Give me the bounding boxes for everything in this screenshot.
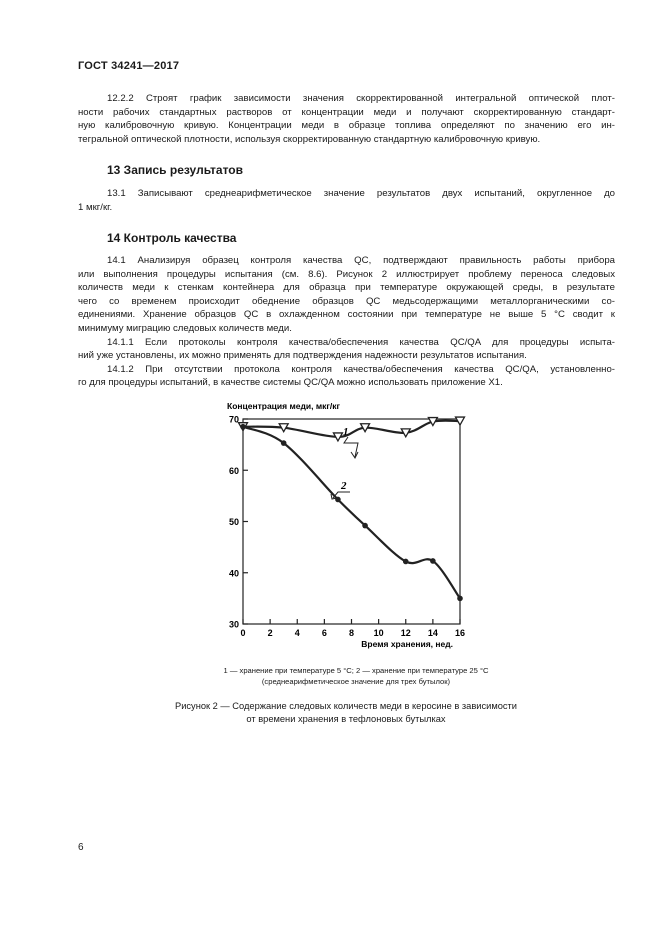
text-line: 14.1.1 Если протоколы контроля качества/обеспечения качества QC/QA для процедуры испыта- xyxy=(107,336,615,348)
series-2-point xyxy=(457,596,463,602)
y-tick-label: 70 xyxy=(228,414,239,425)
text-line: 14.1.2 При отсутствии протокола контроля качества/обеспечения качества QC/QA, установленно- xyxy=(107,363,615,375)
series-2-point xyxy=(362,523,368,529)
text-line: минимуму миграцию следовых количеств меди. xyxy=(78,322,292,334)
series-2-label: 2 xyxy=(341,480,347,492)
series-1-line xyxy=(243,421,460,437)
document-header: ГОСТ 34241—2017 xyxy=(78,60,180,72)
x-axis-label: Время хранения, нед. xyxy=(361,639,453,649)
text-line: 14.1 Анализируя образец контроля качества QC, подтверждают правильность работы прибора xyxy=(107,255,615,266)
text-line: тегральной оптической плотности, используя скорректированную стандартную калибровочную кривую. xyxy=(78,133,541,145)
x-tick-label: 2 xyxy=(267,628,273,638)
text-line: 1 мкг/кг. xyxy=(78,201,113,213)
figure-title-line: Рисунок 2 — Содержание следовых количеств меди в керосине в зависимости xyxy=(175,701,517,711)
text-line: го для процедуры испытаний, в качестве системы QC/QA можно использовать приложение Х1. xyxy=(78,377,503,389)
series-2-point xyxy=(430,558,436,564)
text-line: количеств меди к стенкам контейнера для образца при температуре окружающей среды, в результате xyxy=(78,282,615,294)
section-13-heading: 13 Запись результатов xyxy=(107,163,243,177)
text-line: ний уже установлены, их можно применять для подтверждения надежности результатов испытания. xyxy=(78,350,527,362)
series-group xyxy=(239,417,465,601)
text-line: ную калибровочную кривую. Концентрации меди в образце топлива определяют по значению его ин- xyxy=(78,120,615,132)
series-2-point xyxy=(281,440,287,446)
y-tick-label: 40 xyxy=(228,568,239,579)
x-tick-label: 12 xyxy=(400,628,411,638)
x-tick-label: 16 xyxy=(454,628,466,638)
y-tick-label: 60 xyxy=(228,465,239,476)
x-tick-label: 8 xyxy=(348,628,355,638)
series-1-arrowhead xyxy=(351,452,358,458)
series-2-point xyxy=(335,497,341,503)
legend-line: (среднеарифметическое значение для трех бутылок) xyxy=(261,677,451,686)
x-tick-label: 14 xyxy=(427,628,438,638)
y-tick-label: 50 xyxy=(228,517,239,527)
text-line: 13.1 Записывают среднеарифметическое значение результатов двух испытаний, округленное до xyxy=(107,188,615,199)
figure-title-line: от времени хранения в тефлоновых бутылках xyxy=(246,713,446,724)
y-axis-label: Концентрация меди, мкг/кг xyxy=(227,401,341,411)
x-tick-label: 6 xyxy=(321,628,327,638)
series-2-point xyxy=(240,424,246,430)
copper-concentration-chart xyxy=(205,395,495,650)
paragraph-14-1 xyxy=(78,254,615,390)
x-tick-label: 4 xyxy=(294,628,300,638)
page-number: 6 xyxy=(78,842,84,853)
y-tick-label: 30 xyxy=(228,619,239,630)
series-2-point xyxy=(403,559,409,565)
y-ticks xyxy=(229,415,248,630)
x-ticks xyxy=(240,619,465,638)
figure-legend xyxy=(150,665,562,687)
text-line: 12.2.2 Строят график зависимости значения скорректированной интегральной оптической плот- xyxy=(107,93,615,104)
plot-frame xyxy=(243,419,460,624)
x-tick-label: 10 xyxy=(373,628,384,638)
series-1-label: 1 xyxy=(343,426,349,438)
x-tick-label: 0 xyxy=(240,628,246,638)
legend-line: 1 — хранение при температуре 5 °С; 2 — хранение при температуре 25 °С xyxy=(223,666,489,675)
text-line: единениями. Хранение образцов QC в охлажденном состоянии при температуре не выше 5 °С сводит к xyxy=(78,309,615,321)
paragraph-12-2-2 xyxy=(78,92,615,146)
series-1-leader xyxy=(344,437,358,457)
text-line: ности рабочих стандартных растворов от концентрации меди и получают скорректированную стандарт- xyxy=(78,106,615,118)
figure-title xyxy=(130,700,562,725)
paragraph-13-1 xyxy=(78,187,615,214)
text-line: чего со временем происходит обеднение образцов QC медьсодержащими металлорганическими со- xyxy=(78,295,615,307)
section-14-heading: 14 Контроль качества xyxy=(107,231,237,245)
text-line: или выполнения процедуры испытания (см. 8.6). Рисунок 2 иллюстрирует проблему переноса следовых xyxy=(78,268,615,280)
